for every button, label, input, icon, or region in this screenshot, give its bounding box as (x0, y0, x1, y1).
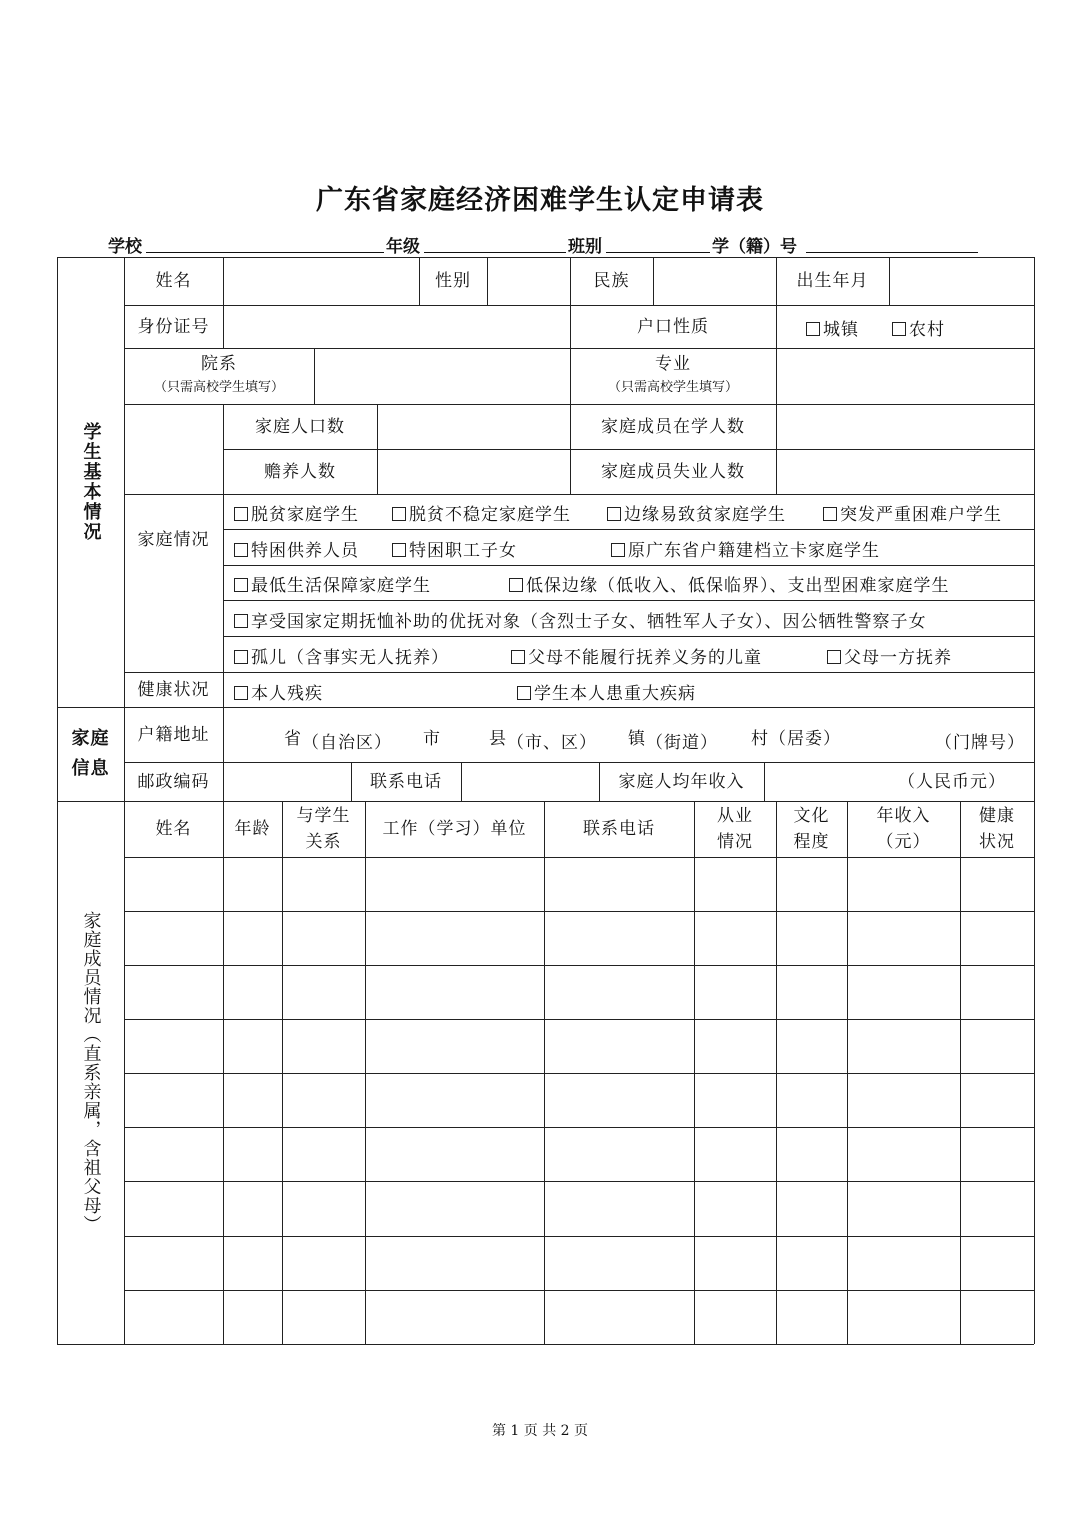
school-label: 学校 (108, 237, 142, 257)
major-field[interactable] (776, 348, 1034, 404)
table-row[interactable] (124, 965, 1034, 1019)
family-size-field[interactable] (377, 404, 570, 449)
situation-option[interactable]: 低保边缘（低收入、低保临界）、支出型困难家庭学生 (509, 571, 950, 596)
table-row[interactable] (124, 1181, 1034, 1236)
table-row[interactable] (124, 911, 1034, 965)
checkbox-icon (607, 507, 621, 521)
checkbox-icon (509, 578, 523, 592)
table-row[interactable] (124, 1019, 1034, 1073)
health-option[interactable]: 本人残疾 (234, 679, 323, 704)
health-option[interactable]: 学生本人患重大疾病 (517, 679, 696, 704)
situation-option[interactable]: 父母一方抚养 (827, 643, 952, 668)
postcode-field[interactable] (223, 762, 351, 801)
checkbox-icon (392, 507, 406, 521)
phone-label: 联系电话 (370, 771, 442, 792)
section-basic-label: 学生基本情况 (80, 422, 102, 542)
address-label: 户籍地址 (137, 724, 210, 745)
table-row[interactable] (124, 1127, 1034, 1181)
situation-option[interactable]: 特困供养人员 (234, 536, 359, 561)
grade-field[interactable] (424, 252, 566, 253)
hukou-type-label: 户口性质 (637, 316, 709, 337)
situation-option[interactable]: 享受国家定期抚恤补助的优抚对象（含烈士子女、牺牲军人子女）、因公牺牲警察子女 (234, 607, 927, 632)
members-in-school-label: 家庭成员在学人数 (601, 416, 745, 437)
phone-field[interactable] (461, 762, 599, 801)
col-employer: 工作（学习）单位 (382, 819, 527, 839)
situation-option[interactable]: 原广东省户籍建档立卡家庭学生 (611, 536, 880, 561)
col-phone: 联系电话 (583, 819, 655, 839)
checkbox-icon (827, 650, 841, 664)
school-field[interactable] (146, 252, 384, 253)
checkbox-icon (511, 650, 525, 664)
checkbox-icon (234, 650, 248, 664)
ethnicity-field[interactable] (653, 257, 776, 305)
situation-option[interactable]: 脱贫家庭学生 (234, 500, 359, 525)
id-card-field[interactable] (223, 305, 570, 348)
situation-option[interactable]: 边缘易致贫家庭学生 (607, 500, 786, 525)
currency-label: （人民币元） (898, 771, 1006, 792)
col-education: 文化 程度 (793, 806, 830, 852)
postcode-label: 邮政编码 (137, 771, 210, 792)
checkbox-icon (234, 578, 248, 592)
members-unemployed-field[interactable] (776, 449, 1034, 494)
department-label: 院系 (201, 354, 237, 374)
hukou-rural-option[interactable]: 农村 (892, 315, 945, 340)
situation-option[interactable]: 最低生活保障家庭学生 (234, 571, 431, 596)
income-field[interactable] (764, 762, 1034, 801)
checkbox-icon (611, 543, 625, 557)
department-field[interactable] (314, 348, 570, 404)
checkbox-icon (806, 322, 820, 336)
name-field[interactable] (223, 257, 419, 305)
checkbox-icon (823, 507, 837, 521)
page-title: 广东省家庭经济困难学生认定申请表 (316, 185, 764, 216)
situation-option[interactable]: 突发严重困难户学生 (823, 500, 1002, 525)
family-situation-label: 家庭情况 (137, 530, 210, 550)
birth-field[interactable] (889, 257, 1034, 305)
ethnicity-label: 民族 (593, 271, 630, 291)
income-label: 家庭人均年收入 (618, 771, 745, 792)
section-members-label: 家庭成员情况（直系亲属，含祖父母） (80, 911, 102, 1234)
col-relation: 与学生 关系 (296, 806, 351, 852)
col-name: 姓名 (155, 819, 192, 839)
checkbox-icon (234, 686, 248, 700)
table-row[interactable] (124, 857, 1034, 911)
col-income: 年收入 （元） (876, 806, 931, 852)
members-unemployed-label: 家庭成员失业人数 (601, 461, 745, 482)
birth-label: 出生年月 (796, 271, 869, 291)
col-health: 健康 状况 (979, 806, 1015, 852)
student-id-label: 学（籍）号 (712, 237, 797, 257)
col-age: 年龄 (234, 819, 271, 839)
situation-option[interactable]: 孤儿（含事实无人抚养） (234, 643, 449, 668)
gender-label: 性别 (435, 271, 471, 291)
major-note: （只需高校学生填写） (607, 380, 738, 395)
class-field[interactable] (606, 252, 710, 253)
checkbox-icon (234, 543, 248, 557)
page-footer: 第 1 页 共 2 页 (491, 1423, 589, 1439)
department-note: （只需高校学生填写） (153, 380, 284, 395)
members-in-school-field[interactable] (776, 404, 1034, 449)
situation-option[interactable]: 父母不能履行抚养义务的儿童 (511, 643, 762, 668)
hukou-urban-option[interactable]: 城镇 (806, 315, 859, 340)
situation-option[interactable]: 脱贫不稳定家庭学生 (392, 500, 571, 525)
table-row[interactable] (124, 1236, 1034, 1290)
col-occupation: 从业 情况 (717, 806, 753, 852)
table-row[interactable] (124, 1290, 1034, 1344)
dependents-label: 赡养人数 (264, 461, 336, 482)
id-card-label: 身份证号 (137, 316, 210, 337)
table-row[interactable] (124, 1073, 1034, 1127)
checkbox-icon (892, 322, 906, 336)
checkbox-icon (234, 507, 248, 521)
gender-field[interactable] (487, 257, 570, 305)
grade-label: 年级 (386, 237, 420, 257)
major-label: 专业 (655, 354, 691, 374)
checkbox-icon (234, 614, 248, 628)
checkbox-icon (517, 686, 531, 700)
situation-option[interactable]: 特困职工子女 (392, 536, 517, 561)
dependents-field[interactable] (377, 449, 570, 494)
student-id-field[interactable] (806, 252, 978, 253)
section-family-info-label: 家庭信息 (71, 728, 110, 779)
checkbox-icon (392, 543, 406, 557)
health-label: 健康状况 (137, 679, 210, 700)
family-size-label: 家庭人口数 (255, 416, 345, 437)
class-label: 班别 (568, 237, 602, 257)
name-label: 姓名 (155, 271, 192, 291)
